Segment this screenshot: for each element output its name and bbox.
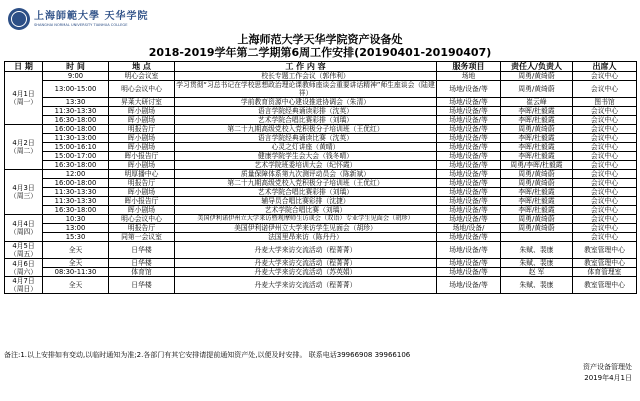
date-cell: 4月3日 （周三） [5, 170, 43, 215]
responsible-cell: 李晖/杜毅霞 [501, 188, 573, 197]
time-cell: 11:30-13:30 [43, 197, 109, 206]
time-cell: 全天 [43, 277, 109, 294]
date-cell: 4月7日 （周日） [5, 277, 43, 294]
column-header: 责任人/负责人 [501, 62, 573, 72]
document-title: 上海师范大学天华学院资产设备处 [237, 33, 403, 46]
attendee-cell: 会议中心 [573, 206, 637, 215]
place-cell: 日华楼 [109, 259, 175, 268]
logo-english-name: SHANGHAI NORMAL UNIVERSITY TIANHUA COLLEGE [34, 23, 128, 27]
time-cell: 16:30-18:00 [43, 161, 109, 170]
table-row [5, 268, 637, 277]
time-cell: 全天 [43, 259, 109, 268]
attendee-cell: 会议中心 [573, 233, 637, 242]
place-cell: 晖小剧场 [109, 188, 175, 197]
attendee-cell: 会议中心 [573, 125, 637, 134]
place-cell: 日华楼 [109, 277, 175, 294]
responsible-cell: 李晖/杜毅霞 [501, 152, 573, 161]
service-cell: 场地/设备/等 [437, 188, 501, 197]
content-cell: 第二十九期高级党校入党积极分子培训班（王优红） [175, 179, 437, 188]
content-cell: 艺术学院合唱比赛彩排（刘瑀） [175, 116, 437, 125]
responsible-cell: 周勇/黄绮蔚 [501, 224, 573, 233]
responsible-cell: 周勇/黄绮蔚 [501, 72, 573, 81]
table-row [5, 277, 637, 294]
responsible-cell: 周勇/黄绮蔚 [501, 215, 573, 224]
service-cell: 场地/设备/等 [437, 161, 501, 170]
attendee-cell: 会议中心 [573, 188, 637, 197]
table-row [5, 107, 637, 116]
service-cell: 场地/设备/等 [437, 134, 501, 143]
responsible-cell: 李晖/杜毅霞 [501, 206, 573, 215]
date-cell: 4月2日 （周二） [5, 125, 43, 170]
content-cell: 法国里昂来访（陈丹丹） [175, 233, 437, 242]
attendee-cell: 会议中心 [573, 152, 637, 161]
responsible-cell: 赵 军 [501, 268, 573, 277]
content-cell: 第二十九期高级党校入党积极分子培训班（王优红） [175, 125, 437, 134]
column-header: 时 间 [43, 62, 109, 72]
table-row [5, 170, 637, 179]
time-cell: 08:30-11:30 [43, 268, 109, 277]
service-cell: 场地 [437, 72, 501, 81]
responsible-cell: 朱赋、裴康 [501, 259, 573, 268]
date-cell: 4月4日 （周四） [5, 215, 43, 242]
column-header: 地 点 [109, 62, 175, 72]
service-cell: 场地/设备/等 [437, 197, 501, 206]
content-cell: 语言学院经典诵读彩排（沈英） [175, 107, 437, 116]
content-cell: 丹麦大学来访交流活动（苏英娟） [175, 268, 437, 277]
responsible-cell: 朱赋、裴康 [501, 242, 573, 259]
service-cell: 场地/设备/等 [437, 268, 501, 277]
content-cell: 辅导员合唱比赛彩排（沈捷） [175, 197, 437, 206]
responsible-cell: 周勇/黄绮蔚 [501, 170, 573, 179]
place-cell: 晖小剧场 [109, 161, 175, 170]
signature-org: 资产设备管理处 [583, 363, 632, 371]
table-row [5, 152, 637, 161]
attendee-cell: 教室管理中心 [573, 259, 637, 268]
place-cell: 明心会议室 [109, 72, 175, 81]
attendee-cell: 体育管理室 [573, 268, 637, 277]
attendee-cell: 会议中心 [573, 134, 637, 143]
time-cell: 16:30-18:00 [43, 206, 109, 215]
table-row [5, 215, 637, 224]
table-row [5, 224, 637, 233]
place-cell: 晖小剧场 [109, 206, 175, 215]
service-cell: 场地/设备/等 [437, 233, 501, 242]
table-row [5, 125, 637, 134]
attendee-cell: 会议中心 [573, 107, 637, 116]
service-cell: 场地/设备/等 [437, 152, 501, 161]
table-row [5, 188, 637, 197]
table-row [5, 134, 637, 143]
table-row [5, 98, 637, 107]
attendee-cell: 会议中心 [573, 81, 637, 98]
time-cell: 11:30-13:30 [43, 107, 109, 116]
table-row [5, 233, 637, 242]
place-cell: 体育馆 [109, 268, 175, 277]
table-row [5, 197, 637, 206]
time-cell: 16:00-18:00 [43, 179, 109, 188]
time-cell: 16:30-18:00 [43, 116, 109, 125]
place-cell: 明报告厅 [109, 125, 175, 134]
service-cell: 场地/设备/等 [437, 170, 501, 179]
table-row [5, 242, 637, 259]
place-cell: 同第一会议室 [109, 233, 175, 242]
place-cell: 晖小报告厅 [109, 197, 175, 206]
attendee-cell: 会议中心 [573, 215, 637, 224]
place-cell: 明心会议中心 [109, 81, 175, 98]
logo-chinese-name: 上海師範大學 天华学院 [34, 11, 149, 22]
attendee-cell: 教室管理中心 [573, 242, 637, 259]
service-cell: 场地/设备/等 [437, 98, 501, 107]
time-cell: 13:30 [43, 98, 109, 107]
service-cell: 场地/设备/等 [437, 179, 501, 188]
school-seal-icon [8, 8, 30, 30]
service-cell: 场地/设备/等 [437, 242, 501, 259]
content-cell: 学前教育资源中心建设推进协调会（朱清） [175, 98, 437, 107]
column-header: 服务项目 [437, 62, 501, 72]
place-cell: 明心会议中心 [109, 215, 175, 224]
table-row [5, 161, 637, 170]
attendee-cell: 会议中心 [573, 179, 637, 188]
place-cell: 晖小报告厅 [109, 152, 175, 161]
place-cell: 明报告厅 [109, 224, 175, 233]
service-cell: 场地/设备/等 [437, 143, 501, 152]
content-cell: 丹麦大学来访交流活动（程菁菁） [175, 277, 437, 294]
date-cell: 4月1日 （周一） [5, 72, 43, 125]
service-cell: 场地/设备/ [437, 224, 501, 233]
place-cell: 晖小剧场 [109, 107, 175, 116]
service-cell: 场地/设备/等 [437, 259, 501, 268]
time-cell: 全天 [43, 242, 109, 259]
responsible-cell: 李晖/杜毅霞 [501, 116, 573, 125]
place-cell: 昇莱大研讨室 [109, 98, 175, 107]
service-cell: 场地/设备/等 [437, 125, 501, 134]
content-cell: 艺术学院班委培训大会（纪怀霞） [175, 161, 437, 170]
attendee-cell: 会议中心 [573, 224, 637, 233]
table-header-row [5, 62, 637, 72]
school-logo [8, 3, 148, 35]
table-row [5, 116, 637, 125]
time-cell: 13:00-15:00 [43, 81, 109, 98]
attendee-cell: 图书馆 [573, 98, 637, 107]
table-row [5, 72, 637, 81]
time-cell: 11:30-13:30 [43, 188, 109, 197]
responsible-cell: 周勇/黄绮蔚 [501, 179, 573, 188]
content-cell: 艺术学院合唱比赛彩排（刘瑀） [175, 188, 437, 197]
responsible-cell: 崔云峰 [501, 98, 573, 107]
service-cell: 场地/设备/等 [437, 206, 501, 215]
place-cell: 晖小剧场 [109, 143, 175, 152]
attendee-cell: 会议中心 [573, 72, 637, 81]
responsible-cell: 李晖/杜毅霞 [501, 197, 573, 206]
attendee-cell: 会议中心 [573, 197, 637, 206]
content-cell: 心灵之灯讲座（黄晴） [175, 143, 437, 152]
place-cell: 明厚播中心 [109, 170, 175, 179]
footnote: 备注:1.以上安排如有变动,以临时通知为准;2.各部门有其它安排请提前通知资产处,以便及时安排。 联系电话39966908 39966106 [4, 351, 411, 359]
document-subtitle: 2018-2019学年第二学期第6周工作安排(20190401-20190407) [148, 46, 492, 59]
table-row [5, 206, 637, 215]
attendee-cell: 教室管理中心 [573, 277, 637, 294]
column-header: 日 期 [5, 62, 43, 72]
responsible-cell: 李晖/杜毅霞 [501, 134, 573, 143]
date-cell: 4月6日 （周六） [5, 259, 43, 277]
service-cell: 场地/设备/等 [437, 116, 501, 125]
content-cell: 学习贯彻“习总书记在学校思想政治理论课教师座谈会重要讲话精神”师生座谈会（陆建祥） [176, 81, 435, 97]
table-row [5, 81, 637, 98]
content-cell: 校长专题工作会议（郭伟利） [175, 72, 437, 81]
responsible-cell: 李晖/杜毅霞 [501, 143, 573, 152]
table-row [5, 259, 637, 268]
responsible-cell: 周勇/李晖/杜毅霞 [501, 161, 573, 170]
time-cell: 9:00 [43, 72, 109, 81]
table-row [5, 179, 637, 188]
service-cell: 场地/设备/等 [437, 107, 501, 116]
time-cell: 10:30 [43, 215, 109, 224]
time-cell: 11:30-13:00 [43, 134, 109, 143]
place-cell: 明报告厅 [109, 179, 175, 188]
responsible-cell: 周勇/黄绮蔚 [501, 81, 573, 98]
place-cell: 日华楼 [109, 242, 175, 259]
place-cell: 晖小剧场 [109, 116, 175, 125]
date-cell: 4月5日 （周五） [5, 242, 43, 259]
time-cell: 12:00 [43, 170, 109, 179]
content-cell: 语言学院经典诵读比赛（沈英） [175, 134, 437, 143]
content-cell: 丹麦大学来访交流活动（程菁菁） [175, 259, 437, 268]
service-cell: 场地/设备/等 [437, 81, 501, 98]
content-cell: 艺术学院合唱比赛（刘瑀） [175, 206, 437, 215]
time-cell: 15:30 [43, 233, 109, 242]
time-cell: 16:00-18:00 [43, 125, 109, 134]
signature-date: 2019年4月1日 [584, 374, 632, 382]
column-header: 工 作 内 容 [175, 62, 437, 72]
time-cell: 15:00-16:10 [43, 143, 109, 152]
responsible-cell [501, 233, 573, 242]
content-cell: 质量保障体系第九次测评动员会（陈新斌） [175, 170, 437, 179]
responsible-cell: 李晖/杜毅霞 [501, 107, 573, 116]
time-cell: 15:00-17:00 [43, 152, 109, 161]
table-row [5, 143, 637, 152]
attendee-cell: 会议中心 [573, 143, 637, 152]
service-cell: 场地/设备/等 [437, 277, 501, 294]
service-cell: 场地/设备/等 [437, 215, 501, 224]
content-cell: 丹麦大学来访交流活动（程菁菁） [175, 242, 437, 259]
content-cell: 美国伊利诺伊州立大学来访学生见面会（胡珍） [175, 224, 437, 233]
attendee-cell: 会议中心 [573, 161, 637, 170]
time-cell: 13:00 [43, 224, 109, 233]
attendee-cell: 会议中心 [573, 116, 637, 125]
content-cell: 健康学院学生会大会（钱冬晴） [175, 152, 437, 161]
attendee-cell: 会议中心 [573, 170, 637, 179]
schedule-table [4, 61, 637, 294]
column-header: 出席人 [573, 62, 637, 72]
content-cell: 美国伊利诺伊州立大学来访暨观摩师生访谈会（双语）专业学生见面会（胡珍） [175, 215, 437, 224]
responsible-cell: 朱赋、裴康 [501, 277, 573, 294]
responsible-cell: 周勇/黄绮蔚 [501, 125, 573, 134]
place-cell: 晖小剧场 [109, 134, 175, 143]
